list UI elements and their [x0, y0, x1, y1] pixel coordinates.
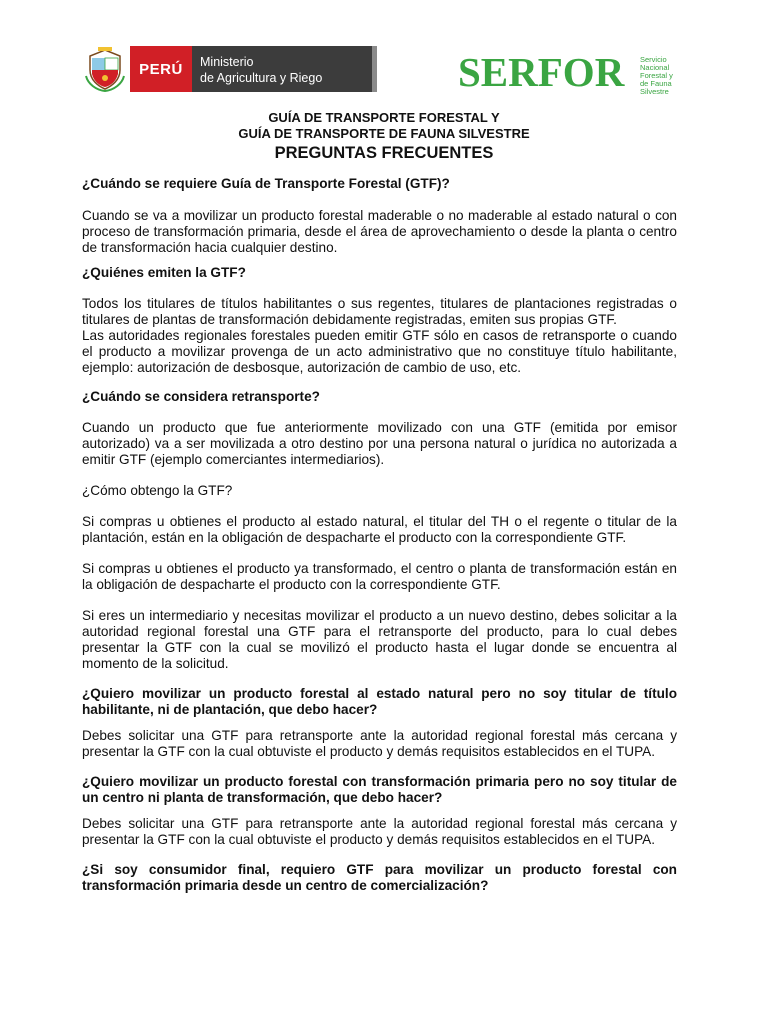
ministry-line1: Ministerio	[200, 55, 254, 69]
serfor-sub-line: Nacional	[640, 63, 670, 72]
faq-answer: Si eres un intermediario y necesitas movilizar el producto a un nuevo destino, debes solicitar a la autoridad regional forestal una GTF para el retransporte del producto, para lo cual debes presentar la GTF con la cual se movilizó el producto hasta el lugar donde se encuentra al momento de la solicitud.	[82, 608, 677, 671]
faq-question: ¿Quiénes emiten la GTF?	[82, 265, 246, 280]
faq-answer: Si compras u obtienes el producto al estado natural, el titular del TH o el regente o titular de la plantación, están en la obligación de despacharte el producto con la correspondiente GTF.	[82, 514, 677, 545]
faq-question: ¿Cuándo se requiere Guía de Transporte Forestal (GTF)?	[82, 176, 450, 191]
serfor-sub-line: de Fauna	[640, 79, 672, 88]
faq-answer: Si compras u obtienes el producto ya transformado, el centro o planta de transformación están en la obligación de despacharte el producto con la correspondiente GTF.	[82, 561, 677, 592]
title-line-2: GUÍA DE TRANSPORTE DE FAUNA SILVESTRE	[238, 126, 530, 141]
faq-question: ¿Si soy consumidor final, requiero GTF para movilizar un producto forestal con transformación primaria desde un centro de comercialización?	[82, 862, 677, 893]
faq-answer: Las autoridades regionales forestales pueden emitir GTF sólo en casos de retransporte o cuando el producto a movilizar provenga de un acto administrativo que no constituye título habilitante, ejemplo: autorización de desbosque, autorización de cambio de uso, etc.	[82, 328, 677, 375]
faq-answer: Cuando un producto que fue anteriormente movilizado con una GTF (emitida por emisor autorizado) va a ser movilizada a otro destino por una persona natural o jurídica no autorizada a emitir GTF (ejemplo comerciantes intermediarios).	[82, 420, 677, 467]
ministry-line2: de Agricultura y Riego	[200, 71, 323, 85]
faq-answer: Cuando se va a movilizar un producto forestal maderable o no maderable al estado natural o con proceso de transformación primaria, desde el área de aprovechamiento o desde la planta o centro de transformación hacia cualquier destino.	[82, 208, 677, 255]
faq-answer: Debes solicitar una GTF para retransporte ante la autoridad regional forestal más cercana y presentar la GTF con la cual obtuviste el producto y demás requisitos establecidos en el TUPA.	[82, 816, 677, 847]
title-line-1: GUÍA DE TRANSPORTE FORESTAL Y	[268, 110, 500, 125]
ministry-badge	[192, 46, 372, 92]
peru-label: PERÚ	[139, 60, 183, 78]
faq-answer: Debes solicitar una GTF para retransporte ante la autoridad regional forestal más cercana y presentar la GTF con la cual obtuviste el producto y demás requisitos establecidos en el TUPA.	[82, 728, 677, 759]
coat-of-arms-icon	[82, 46, 128, 92]
document-titles	[0, 110, 768, 163]
serfor-subtitle	[640, 56, 680, 96]
faq-answer: Todos los titulares de títulos habilitantes o sus regentes, titulares de plantaciones registradas o titulares de plantas de transformación debidamente registradas, emiten sus propias GTF.	[82, 296, 677, 327]
faq-heading: PREGUNTAS FRECUENTES	[274, 144, 494, 162]
serfor-sub-line: Forestal y	[640, 71, 673, 80]
faq-question: ¿Cuándo se considera retransporte?	[82, 389, 320, 404]
page-header	[0, 0, 768, 100]
faq-question: ¿Quiero movilizar un producto forestal al estado natural pero no soy titular de título habilitante, ni de plantación, que debo hacer?	[82, 686, 677, 717]
serfor-sub-line: Silvestre	[640, 87, 669, 96]
faq-body	[82, 176, 677, 894]
ministry-badge-edge	[372, 46, 377, 92]
serfor-logo: SERFOR	[458, 49, 625, 95]
faq-question: ¿Quiero movilizar un producto forestal con transformación primaria pero no soy titular de un centro ni planta de transformación, que debo hacer?	[82, 774, 677, 805]
serfor-sub-line: Servicio	[640, 55, 667, 64]
faq-question: ¿Cómo obtengo la GTF?	[82, 483, 233, 498]
peru-badge	[130, 46, 192, 92]
